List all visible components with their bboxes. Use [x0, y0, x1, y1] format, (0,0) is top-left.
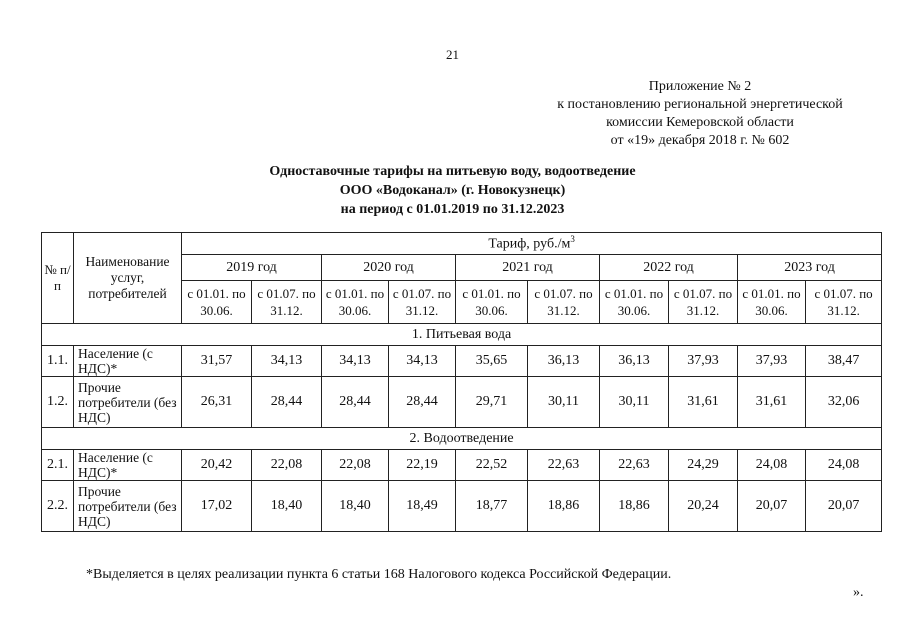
appendix-line-3: комиссии Кемеровской области	[606, 115, 794, 130]
period-first-half: с 01.01. по 30.06.	[456, 281, 528, 324]
row-number: 1.1.	[42, 346, 74, 377]
tariff-value: 18,86	[528, 481, 600, 532]
period-second-half: с 01.07. по 31.12.	[528, 281, 600, 324]
tariff-header-text: Тариф, руб./м	[488, 236, 571, 252]
tariff-value: 18,86	[600, 481, 669, 532]
row-number: 1.2.	[42, 377, 74, 428]
tariff-value: 20,07	[738, 481, 806, 532]
period-second-half: с 01.07. по 31.12.	[389, 281, 456, 324]
period-first-half: с 01.01. по 30.06.	[738, 281, 806, 324]
tariff-table	[41, 232, 882, 532]
appendix-line-4: от «19» декабря 2018 г. № 602	[610, 133, 790, 148]
tariff-value: 28,44	[252, 377, 322, 428]
period-first-half: с 01.01. по 30.06.	[322, 281, 389, 324]
tariff-value: 31,57	[182, 346, 252, 377]
tariff-value: 30,11	[528, 377, 600, 428]
table-row	[42, 377, 882, 428]
footnote: *Выделяется в целях реализации пункта 6 статьи 168 Налогового кодекса Российской Федерации.	[86, 567, 672, 582]
tariff-value: 24,08	[738, 450, 806, 481]
tariff-value: 38,47	[806, 346, 882, 377]
period-first-half: с 01.01. по 30.06.	[182, 281, 252, 324]
tariff-value: 28,44	[389, 377, 456, 428]
tariff-value: 34,13	[389, 346, 456, 377]
tariff-value: 28,44	[322, 377, 389, 428]
tariff-value: 29,71	[456, 377, 528, 428]
tariff-value: 31,61	[738, 377, 806, 428]
header-num: № п/п	[42, 233, 74, 324]
year-header: 2020 год	[322, 255, 456, 281]
row-consumer-name: Прочие потребители (без НДС)	[74, 377, 182, 428]
row-number: 2.2.	[42, 481, 74, 532]
tariff-value: 36,13	[600, 346, 669, 377]
tariff-value: 37,93	[738, 346, 806, 377]
tariff-value: 26,31	[182, 377, 252, 428]
tariff-header-sup: 3	[570, 234, 575, 245]
section-row	[42, 428, 882, 450]
tariff-value: 30,11	[600, 377, 669, 428]
tariff-value: 22,63	[528, 450, 600, 481]
tariff-value: 20,07	[806, 481, 882, 532]
tariff-value: 31,61	[669, 377, 738, 428]
tariff-value: 18,40	[252, 481, 322, 532]
tariff-value: 20,42	[182, 450, 252, 481]
table-row	[42, 346, 882, 377]
tariff-value: 22,52	[456, 450, 528, 481]
section-row	[42, 324, 882, 346]
period-second-half: с 01.07. по 31.12.	[252, 281, 322, 324]
section-title: 2. Водоотведение	[42, 428, 882, 450]
tariff-value: 22,19	[389, 450, 456, 481]
tariff-value: 37,93	[669, 346, 738, 377]
row-consumer-name: Прочие потребители (без НДС)	[74, 481, 182, 532]
table-row	[42, 450, 882, 481]
appendix-line-2: к постановлению региональной энергетической	[557, 97, 843, 112]
appendix-block	[535, 78, 865, 150]
period-second-half: с 01.07. по 31.12.	[669, 281, 738, 324]
tariff-value: 22,08	[322, 450, 389, 481]
header-name: Наименование услуг, потребителей	[74, 233, 182, 324]
tariff-value: 34,13	[322, 346, 389, 377]
year-header: 2021 год	[456, 255, 600, 281]
table-row	[42, 481, 882, 532]
tariff-value: 18,49	[389, 481, 456, 532]
tariff-value: 35,65	[456, 346, 528, 377]
year-header: 2022 год	[600, 255, 738, 281]
row-number: 2.1.	[42, 450, 74, 481]
tariff-value: 22,08	[252, 450, 322, 481]
appendix-line-1: Приложение № 2	[648, 79, 752, 94]
tariff-value: 20,24	[669, 481, 738, 532]
tariff-value: 17,02	[182, 481, 252, 532]
period-second-half: с 01.07. по 31.12.	[806, 281, 882, 324]
row-consumer-name: Население (с НДС)*	[74, 450, 182, 481]
closing-quote: ».	[853, 585, 864, 600]
row-consumer-name: Население (с НДС)*	[74, 346, 182, 377]
year-header: 2019 год	[182, 255, 322, 281]
tariff-value: 24,08	[806, 450, 882, 481]
tariff-value: 24,29	[669, 450, 738, 481]
section-title: 1. Питьевая вода	[42, 324, 882, 346]
tariff-value: 18,40	[322, 481, 389, 532]
document-title	[0, 162, 905, 219]
tariff-value: 34,13	[252, 346, 322, 377]
title-line-2: ООО «Водоканал» (г. Новокузнецк)	[339, 183, 566, 198]
title-line-1: Одноставочные тарифы на питьевую воду, водоотведение	[269, 164, 636, 179]
title-line-3: на период с 01.01.2019 по 31.12.2023	[340, 202, 565, 217]
tariff-value: 22,63	[600, 450, 669, 481]
year-header: 2023 год	[738, 255, 882, 281]
header-tariff	[182, 233, 882, 255]
period-first-half: с 01.01. по 30.06.	[600, 281, 669, 324]
tariff-value: 18,77	[456, 481, 528, 532]
tariff-value: 36,13	[528, 346, 600, 377]
page-number: 21	[446, 47, 459, 62]
tariff-value: 32,06	[806, 377, 882, 428]
